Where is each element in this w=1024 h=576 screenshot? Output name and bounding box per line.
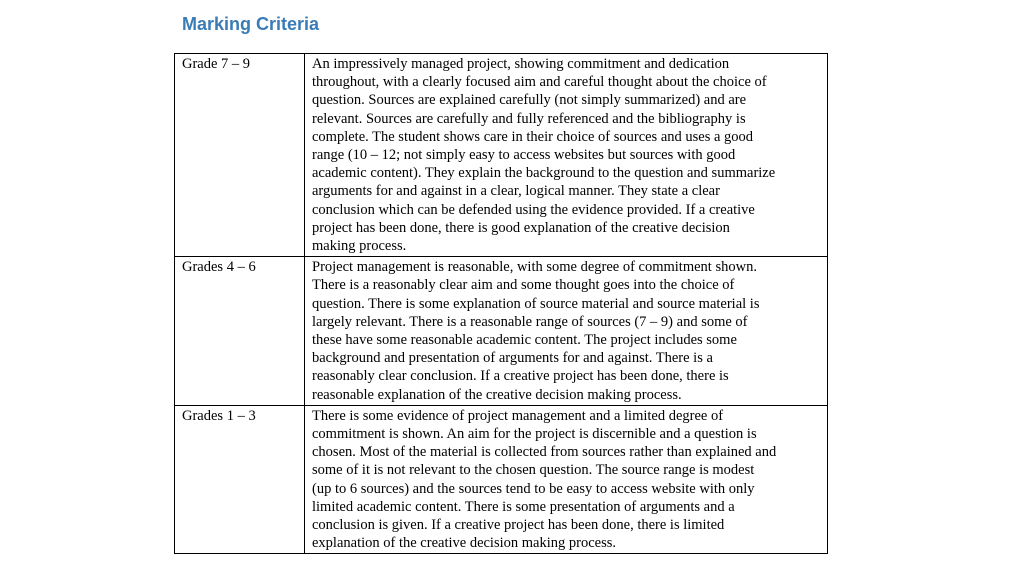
marking-criteria-table xyxy=(174,53,828,554)
table-row-grades-4-6 xyxy=(175,257,828,406)
description-line: range (10 – 12; not simply easy to access websites but sources with good xyxy=(312,147,736,164)
description-line: throughout, with a clearly focused aim and careful thought about the choice of xyxy=(312,74,767,91)
criteria-description xyxy=(305,257,828,406)
description-line: conclusion is given. If a creative project has been done, there is limited xyxy=(312,517,725,534)
description-line: commitment is shown. An aim for the project is discernible and a question is xyxy=(312,426,757,443)
description-line: complete. The student shows care in their choice of sources and uses a good xyxy=(312,128,754,145)
table-row-grades-1-3 xyxy=(175,405,828,554)
page-title: Marking Criteria xyxy=(182,14,320,34)
description-line: some of it is not relevant to the chosen question. The source range is modest xyxy=(312,462,755,479)
grade-label: Grade 7 – 9 xyxy=(175,54,305,257)
criteria-description xyxy=(305,54,828,257)
description-line: question. There is some explanation of source material and source material is xyxy=(312,295,760,312)
description-line: these have some reasonable academic content. The project includes some xyxy=(312,332,737,349)
grade-label: Grades 1 – 3 xyxy=(175,405,305,554)
criteria-description xyxy=(305,405,828,554)
description-line: reasonable explanation of the creative decision making process. xyxy=(312,386,682,403)
description-line: There is a reasonably clear aim and some thought goes into the choice of xyxy=(312,277,735,294)
description-line: limited academic content. There is some presentation of arguments and a xyxy=(312,498,735,515)
description-line: project has been done, there is good explanation of the creative decision xyxy=(312,219,730,236)
description-line: reasonably clear conclusion. If a creative project has been done, there is xyxy=(312,368,729,385)
description-line: conclusion which can be defended using the evidence provided. If a creative xyxy=(312,201,755,218)
description-line: making process. xyxy=(312,238,407,255)
description-line: academic content). They explain the background to the question and summarize xyxy=(312,165,776,182)
description-line: explanation of the creative decision making process. xyxy=(312,535,616,552)
table-row-grade-7-9 xyxy=(175,54,828,257)
description-line: relevant. Sources are carefully and fully referenced and the bibliography is xyxy=(312,110,746,127)
description-line: An impressively managed project, showing commitment and dedication xyxy=(312,56,730,72)
description-line: (up to 6 sources) and the sources tend to be easy to access website with only xyxy=(312,480,755,497)
description-line: arguments for and against in a clear, logical manner. They state a clear xyxy=(312,183,720,200)
description-line: There is some evidence of project management and a limited degree of xyxy=(312,407,724,424)
description-line: background and presentation of arguments for and against. There is a xyxy=(312,350,713,367)
grade-label: Grades 4 – 6 xyxy=(175,257,305,406)
description-line: Project management is reasonable, with some degree of commitment shown. xyxy=(312,259,757,276)
description-line: largely relevant. There is a reasonable range of sources (7 – 9) and some of xyxy=(312,313,748,330)
description-line: chosen. Most of the material is collected from sources rather than explained and xyxy=(312,444,777,461)
description-line: question. Sources are explained carefully (not simply summarized) and are xyxy=(312,92,747,109)
